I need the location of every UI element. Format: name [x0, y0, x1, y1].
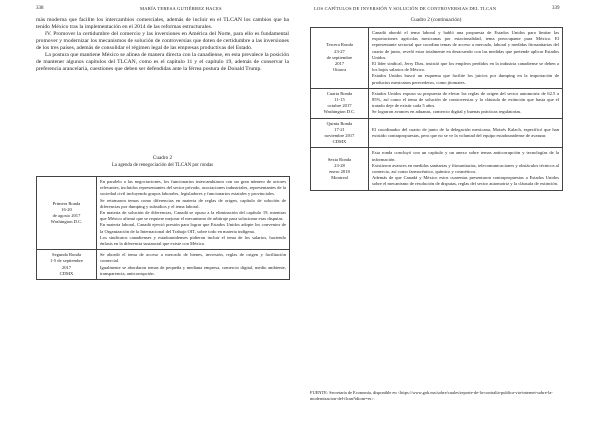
description-paragraph: Se abordó el tema de acceso a mercado de bienes, inversión, reglas de origen y facilitación comercial.	[100, 252, 286, 264]
paragraph: La postura que mantiene México se alinea de manera directa con la canadiense, en esta prevalece la posición de mantener algunos capítulos del TLCAN, como es el capítulo 11 y el capítulo 19, además de conservar la preferencia arancelaria, cuestiones que deben ser defendidas ante la férrea postura de Donald Trump.	[36, 52, 289, 73]
table-row	[311, 28, 563, 89]
round-name: Sexta Ronda	[327, 156, 352, 162]
round-name: Tercera Ronda	[326, 42, 353, 48]
round-line: Washington D.C.	[50, 219, 83, 225]
round-line: 23-28	[334, 162, 345, 168]
round-line: CDMX	[59, 270, 74, 276]
table-row	[311, 118, 563, 148]
table-title: Cuadro 2	[152, 155, 173, 161]
round-line: 17-21	[334, 126, 345, 132]
round-line: noviembre 2017	[324, 133, 355, 139]
paragraph: IV. Promover la certidumbre del comercio y las inversiones en América del Norte, para ello es fundamental promover y modernizar los mecanismos de solución de controversias que doten de certidumbre a las inversiones de los tres países, además de consolidar el régimen legal de las empresas productivas del Estado.	[36, 31, 289, 52]
round-cell	[37, 250, 97, 280]
page-number: 339	[552, 6, 560, 11]
round-cell	[311, 118, 369, 148]
description-cell	[97, 177, 290, 250]
description-cell	[369, 88, 563, 118]
description-paragraph: Los sindicatos canadienses y estadounidenses pidieron incluir el tema de los salarios, haciendo énfasis en la diferencia sustancial que existe con México.	[100, 234, 286, 247]
round-cell	[311, 28, 369, 89]
description-paragraph: Canadá abordó el tema laboral y habló una propuesta de Estados Unidos para limitar las exportaciones agrícolas mexicanas por estacionalidad, tema preocupante para México. El representante sectorial que coordina temas de acceso a mercado, laboral y medidas fitosanitarias del cuarto de junto, reveló estar totalmente en desacuerdo con las medidas que pretende aplicar Estados Unidos.	[372, 30, 559, 60]
description-cell	[97, 250, 290, 280]
round-line: octubre 2017	[327, 103, 352, 109]
round-cell	[311, 88, 369, 118]
round-line: CDMX	[332, 139, 347, 145]
description-paragraph: Esta ronda concluyó con un capítulo y un anexo sobre temas anticorrupción y tecnologías de la información.	[372, 150, 559, 162]
right-page	[300, 0, 600, 431]
description-paragraph: Además de que Canadá y México estos cuarentas presentaron contrapropuestas a Estados Unidos sobre el mecanismo de resolución de disputas, reglas del sector automotriz y la cláusula de extinción.	[372, 175, 559, 187]
body-text	[36, 17, 289, 73]
rounds-table	[310, 27, 563, 191]
rounds-table	[36, 176, 290, 280]
round-line: 2017	[61, 264, 72, 270]
description-paragraph: Estados Unidos buscó un esquema que facilite los juicios por dumping en la importación de productos mexicanos perecederos, como jitomates.	[372, 73, 559, 85]
round-cell	[37, 177, 97, 250]
description-paragraph: En materia laboral, Canadá ejerció presión para lograr que Estados Unidos adopte los convenios de la Organización de la Internacional del Trabajo OIT, sobre todo en materia indígena.	[100, 222, 286, 234]
round-name: Quinta Ronda	[326, 120, 353, 126]
description-paragraph: Igualmente se abordaron temas de pequeña y mediana empresa, comercio digital, medio ambiente, transparencia, anticorrupción.	[100, 264, 286, 276]
running-header: LOS CAPÍTULOS DE INVERSIÓN Y SOLUCIÓN DE CONTROVERSIAS DEL TLCAN	[314, 6, 497, 11]
round-line: de agosto 2017	[52, 213, 81, 219]
description-paragraph: Se lograron avances en aduanas, comercio digital y buenas prácticas regulatorias.	[372, 109, 522, 115]
round-line: 23-27	[334, 48, 345, 54]
round-line: de septiembre	[326, 54, 353, 60]
description-paragraph: En materia de solución de diferencias, Canadá se opuso a la eliminación del capítulo 19, mientras que México afirmó que se requiere mejorar el mecanismo de arbitraje para solucionar esas disputas.	[100, 210, 286, 222]
description-cell	[369, 28, 563, 89]
description-paragraph: El coordinador del cuarto de junto de la delegación mexicana, Moisés Kalach, especificó que han existido contrapropuestas, pero que no se ve la voluntad del equipo estadounidense de avanzar.	[372, 126, 559, 139]
source-note: FUENTE: Secretaría de Economía, disponible en <https://www.gob.mx/sobre/cuales/reporte-de-la-contralía-publica-via-internet-sobre-la-modernizacion-del-tlcan?idiom=es>.	[310, 390, 553, 401]
round-line: Ottawa	[332, 67, 347, 73]
table-subtitle: La agenda de renegociación del TLCAN por rondas	[111, 163, 214, 168]
table-title: Cuadro 2 (continuación)	[410, 17, 462, 23]
round-line: 2017	[334, 61, 345, 67]
round-line: 1-5 de septiembre	[50, 258, 83, 264]
round-name: Segunda Ronda	[52, 252, 81, 258]
round-line: enero 2018	[329, 169, 350, 175]
description-paragraph: Se retomaron temas como diferencias en materia de reglas de origen, capítulo de solución de diferencias por dumping y subsidios y el tema laboral.	[100, 197, 286, 209]
paragraph: más moderna que facilite los intercambios comerciales, además de incluir en el TLCAN los cambios que ha tenido México tras la implementación en el 2014 de las reformas estructurales.	[36, 17, 289, 31]
description-paragraph: Existieron avances en medidas sanitarias y fitosanitarias, telecomunicaciones y obstáculos técnicos al comercio, así como farmacéutico, químico y cosméticos.	[372, 162, 559, 175]
table-row	[37, 177, 290, 250]
table-row	[311, 148, 563, 190]
description-cell	[369, 148, 563, 190]
table-row	[311, 88, 563, 118]
description-cell	[369, 118, 563, 148]
round-line: 16-20	[61, 206, 72, 212]
round-line: Montreal	[331, 175, 348, 181]
round-name: Primera Ronda	[52, 200, 81, 206]
description-paragraph: En paralelo a las negociaciones, los funcionarios intercambiaron con un gran número de actores relevantes, incluidos representantes del sector privado, asociaciones industriales, representantes de la sociedad civil incluyendo grupos laborales, legisladores y funcionarios estatales y provinciales.	[100, 179, 286, 197]
table-row	[37, 250, 290, 280]
round-line: 11-15	[334, 97, 345, 103]
running-header: MARÍA TERESA GUTIÉRREZ HACES	[140, 6, 222, 11]
description-paragraph: El líder sindical, Jerry Dias, insistió que los empleos perdidos en la industria canadiense se deben a los bajos salarios de México.	[372, 61, 559, 73]
round-name: Cuarta Ronda	[326, 90, 353, 96]
page-number: 338	[36, 6, 44, 11]
description-paragraph: Estados Unidos expuso su propuesta de elevar las reglas de origen del sector automotriz de 62.5 a 85%, así como el tema de solución de controversias y la cláusula de extinción que hasta que el tratado deje de existir cada 5 años.	[372, 90, 559, 109]
table-caption	[36, 155, 289, 169]
round-cell	[311, 148, 369, 190]
round-line: Washington D.C.	[323, 109, 356, 115]
